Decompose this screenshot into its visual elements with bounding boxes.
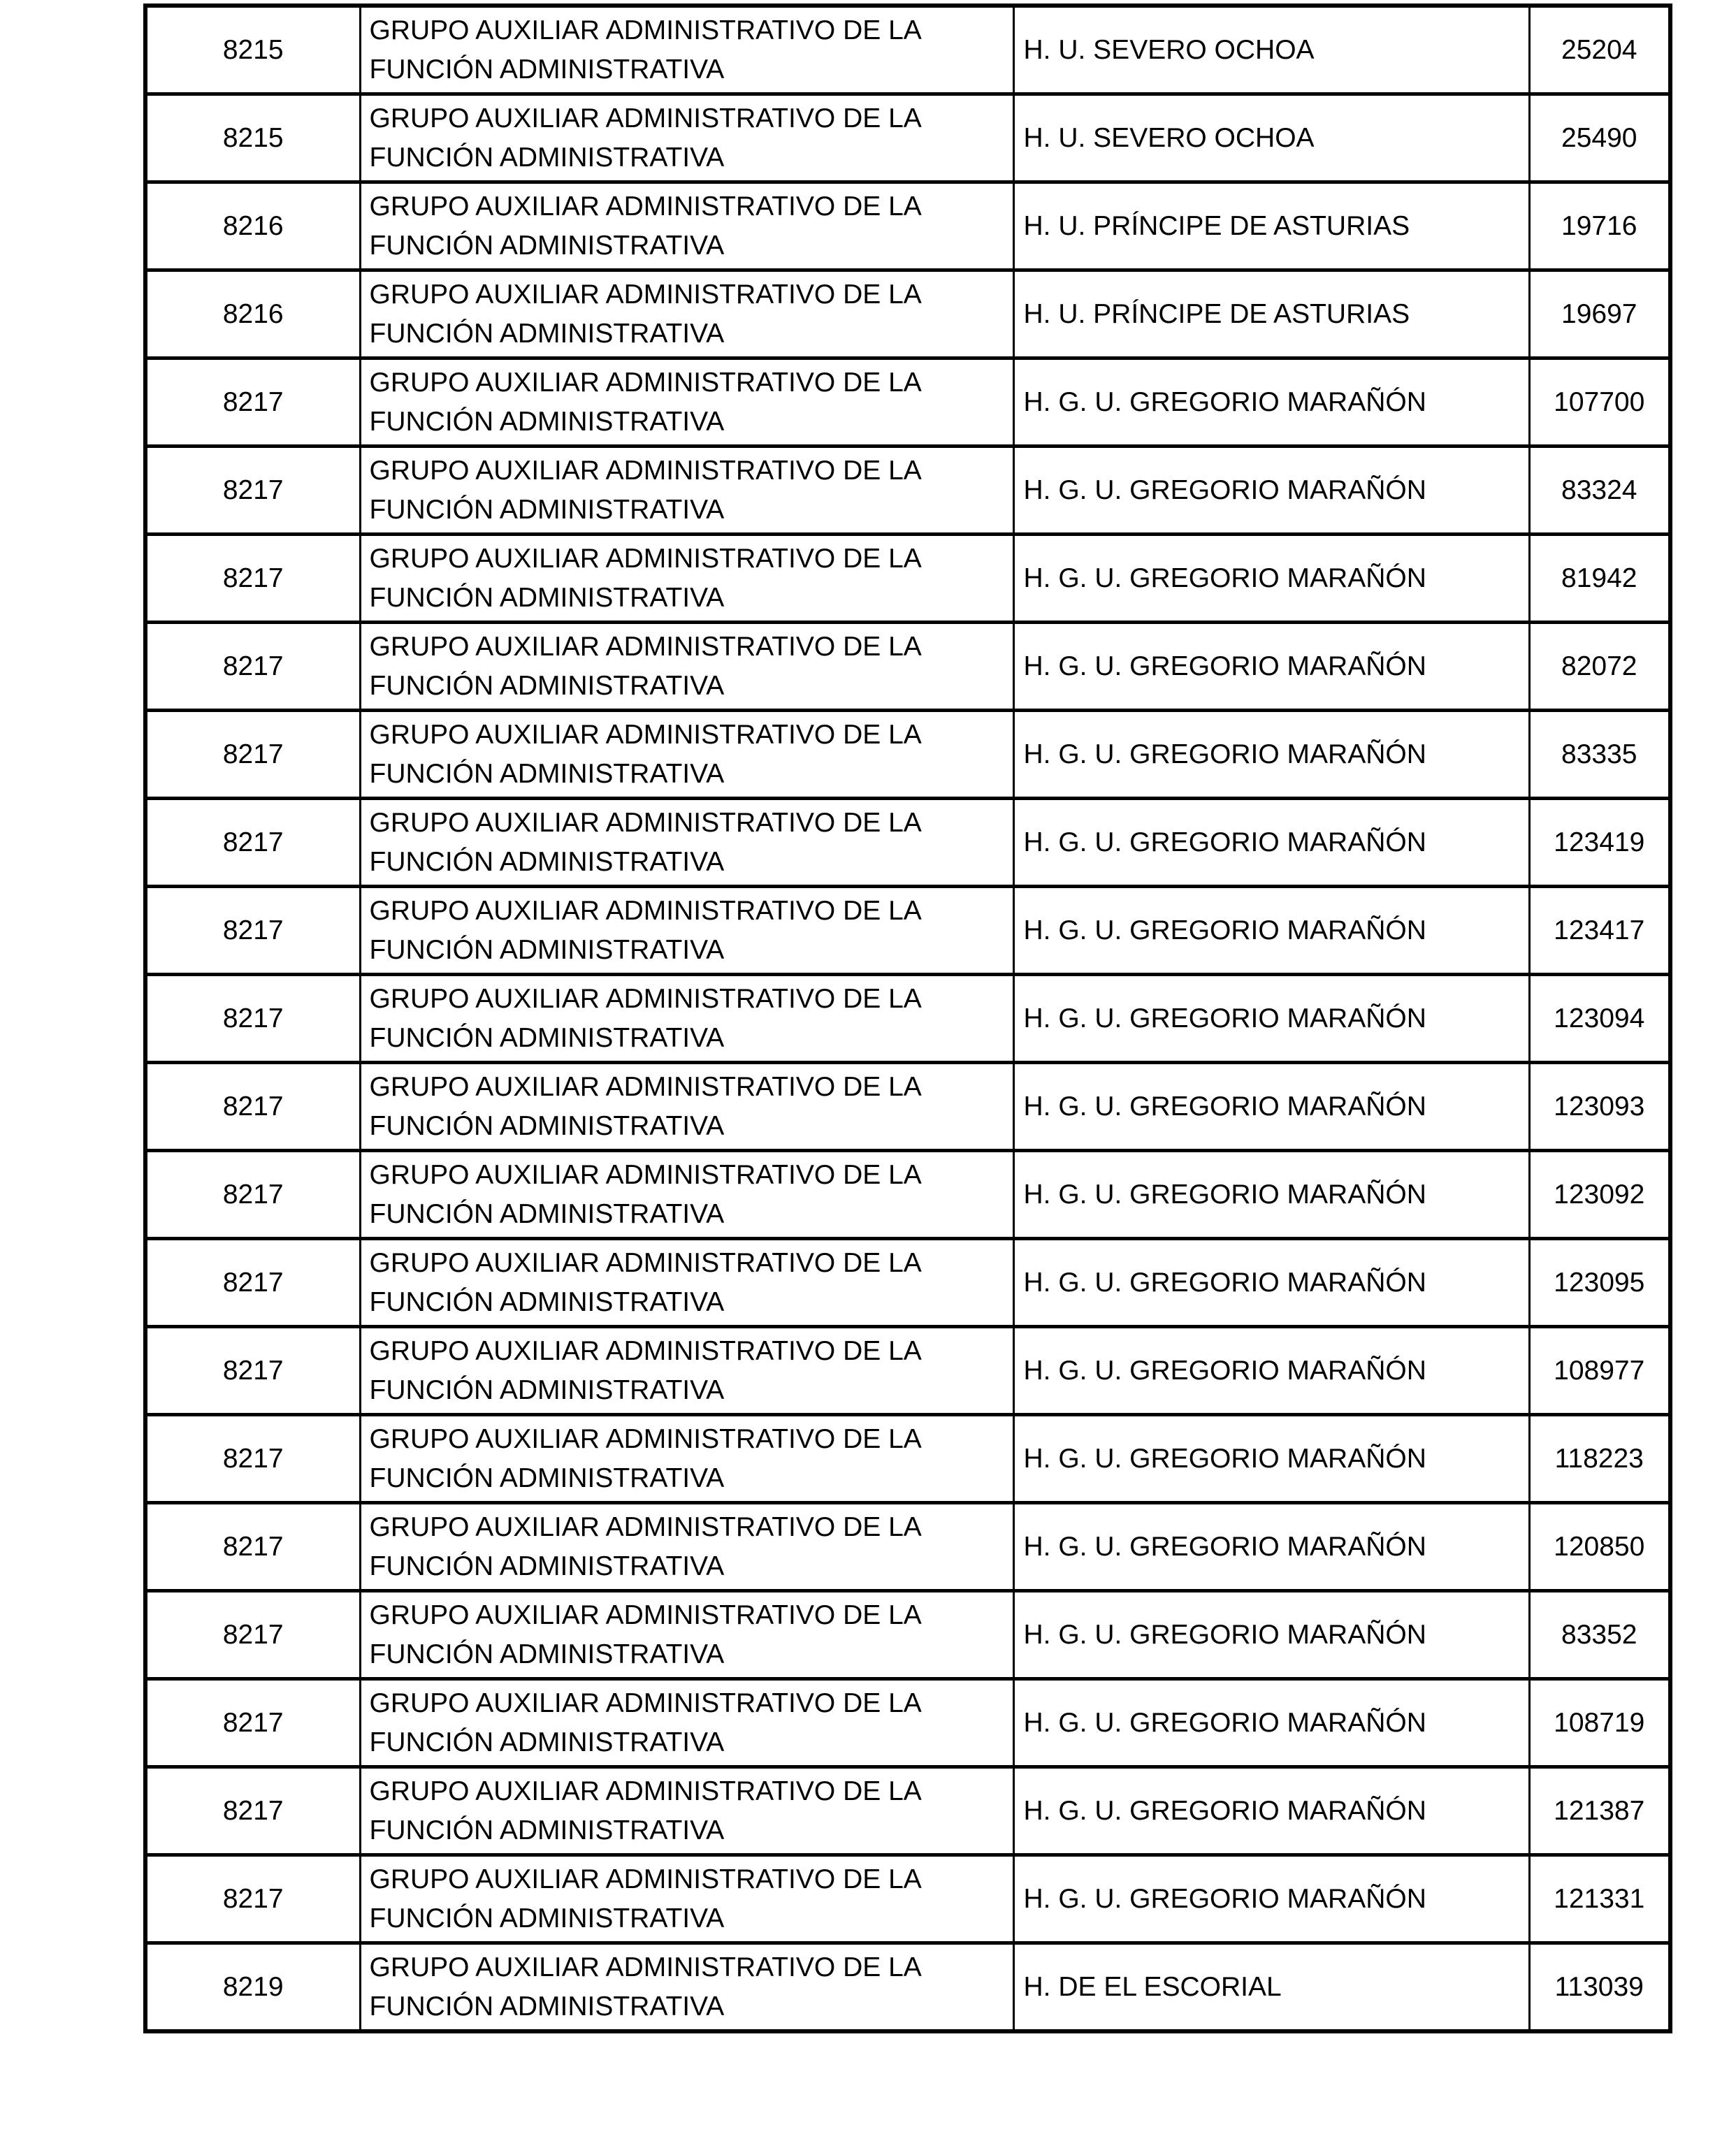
group-cell: [360, 358, 1013, 447]
code-cell: 8217: [145, 1063, 360, 1151]
group-line-1: GRUPO AUXILIAR ADMINISTRATIVO DE LA: [369, 1159, 922, 1190]
group-line-1: GRUPO AUXILIAR ADMINISTRATIVO DE LA: [369, 455, 922, 486]
group-line-2: FUNCIÓN ADMINISTRATIVA: [369, 1551, 725, 1581]
group-line-2: FUNCIÓN ADMINISTRATIVA: [369, 934, 725, 965]
group-cell: [360, 535, 1013, 623]
group-cell: [360, 623, 1013, 711]
code-cell: 8219: [145, 1943, 360, 2032]
table-row: [145, 358, 1670, 447]
group-cell: [360, 799, 1013, 887]
group-line-2: FUNCIÓN ADMINISTRATIVA: [369, 670, 725, 701]
table-row: [145, 94, 1670, 182]
hospital-cell: H. G. U. GREGORIO MARAÑÓN: [1013, 1063, 1529, 1151]
group-line-2: FUNCIÓN ADMINISTRATIVA: [369, 318, 725, 349]
group-cell: [360, 182, 1013, 270]
group-line-2: FUNCIÓN ADMINISTRATIVA: [369, 1286, 725, 1317]
value-cell: 19697: [1529, 270, 1670, 358]
group-line-1: GRUPO AUXILIAR ADMINISTRATIVO DE LA: [369, 1864, 922, 1894]
value-cell: 83324: [1529, 447, 1670, 535]
hospital-cell: H. G. U. GREGORIO MARAÑÓN: [1013, 887, 1529, 975]
value-cell: 123095: [1529, 1239, 1670, 1327]
group-line-2: FUNCIÓN ADMINISTRATIVA: [369, 758, 725, 789]
hospital-cell: H. G. U. GREGORIO MARAÑÓN: [1013, 535, 1529, 623]
value-cell: 83352: [1529, 1591, 1670, 1679]
group-line-1: GRUPO AUXILIAR ADMINISTRATIVO DE LA: [369, 1247, 922, 1278]
group-line-1: GRUPO AUXILIAR ADMINISTRATIVO DE LA: [369, 1511, 922, 1542]
group-cell: [360, 1151, 1013, 1239]
code-cell: 8217: [145, 799, 360, 887]
group-cell: [360, 1943, 1013, 2032]
code-cell: 8217: [145, 975, 360, 1063]
table-row: [145, 447, 1670, 535]
table-row: [145, 623, 1670, 711]
staffing-table: [143, 3, 1672, 2033]
group-line-2: FUNCIÓN ADMINISTRATIVA: [369, 1903, 725, 1933]
value-cell: 25490: [1529, 94, 1670, 182]
value-cell: 107700: [1529, 358, 1670, 447]
table-row: [145, 1855, 1670, 1943]
table-row: [145, 1327, 1670, 1415]
hospital-cell: H. U. PRÍNCIPE DE ASTURIAS: [1013, 182, 1529, 270]
group-line-1: GRUPO AUXILIAR ADMINISTRATIVO DE LA: [369, 191, 922, 222]
table-row: [145, 887, 1670, 975]
code-cell: 8217: [145, 1679, 360, 1767]
code-cell: 8217: [145, 447, 360, 535]
hospital-cell: H. G. U. GREGORIO MARAÑÓN: [1013, 711, 1529, 799]
code-cell: 8217: [145, 358, 360, 447]
group-line-1: GRUPO AUXILIAR ADMINISTRATIVO DE LA: [369, 807, 922, 838]
code-cell: 8216: [145, 182, 360, 270]
table-row: [145, 1767, 1670, 1855]
code-cell: 8217: [145, 1591, 360, 1679]
value-cell: 113039: [1529, 1943, 1670, 2032]
code-cell: 8217: [145, 1151, 360, 1239]
table-row: [145, 711, 1670, 799]
value-cell: 118223: [1529, 1415, 1670, 1503]
group-line-2: FUNCIÓN ADMINISTRATIVA: [369, 1110, 725, 1141]
code-cell: 8217: [145, 1503, 360, 1591]
hospital-cell: H. G. U. GREGORIO MARAÑÓN: [1013, 1591, 1529, 1679]
group-line-1: GRUPO AUXILIAR ADMINISTRATIVO DE LA: [369, 895, 922, 926]
group-cell: [360, 887, 1013, 975]
group-cell: [360, 1767, 1013, 1855]
group-line-2: FUNCIÓN ADMINISTRATIVA: [369, 54, 725, 85]
table-row: [145, 1063, 1670, 1151]
group-line-2: FUNCIÓN ADMINISTRATIVA: [369, 1991, 725, 2022]
group-line-1: GRUPO AUXILIAR ADMINISTRATIVO DE LA: [369, 367, 922, 398]
code-cell: 8217: [145, 623, 360, 711]
code-cell: 8215: [145, 94, 360, 182]
group-cell: [360, 447, 1013, 535]
hospital-cell: H. G. U. GREGORIO MARAÑÓN: [1013, 447, 1529, 535]
code-cell: 8217: [145, 711, 360, 799]
hospital-cell: H. U. PRÍNCIPE DE ASTURIAS: [1013, 270, 1529, 358]
table-row: [145, 1503, 1670, 1591]
table-row: [145, 6, 1670, 94]
group-line-1: GRUPO AUXILIAR ADMINISTRATIVO DE LA: [369, 631, 922, 662]
value-cell: 121331: [1529, 1855, 1670, 1943]
code-cell: 8217: [145, 1239, 360, 1327]
table-row: [145, 270, 1670, 358]
value-cell: 83335: [1529, 711, 1670, 799]
group-line-1: GRUPO AUXILIAR ADMINISTRATIVO DE LA: [369, 1776, 922, 1806]
group-cell: [360, 975, 1013, 1063]
code-cell: 8217: [145, 1855, 360, 1943]
value-cell: 123417: [1529, 887, 1670, 975]
hospital-cell: H. G. U. GREGORIO MARAÑÓN: [1013, 1415, 1529, 1503]
hospital-cell: H. G. U. GREGORIO MARAÑÓN: [1013, 1151, 1529, 1239]
code-cell: 8217: [145, 1767, 360, 1855]
group-cell: [360, 1063, 1013, 1151]
group-cell: [360, 1415, 1013, 1503]
hospital-cell: H. G. U. GREGORIO MARAÑÓN: [1013, 1503, 1529, 1591]
table-row: [145, 1679, 1670, 1767]
group-line-2: FUNCIÓN ADMINISTRATIVA: [369, 1639, 725, 1669]
value-cell: 123419: [1529, 799, 1670, 887]
group-line-2: FUNCIÓN ADMINISTRATIVA: [369, 406, 725, 437]
group-cell: [360, 1327, 1013, 1415]
table-row: [145, 1415, 1670, 1503]
group-line-1: GRUPO AUXILIAR ADMINISTRATIVO DE LA: [369, 1071, 922, 1102]
code-cell: 8215: [145, 6, 360, 94]
group-cell: [360, 1679, 1013, 1767]
value-cell: 81942: [1529, 535, 1670, 623]
value-cell: 108719: [1529, 1679, 1670, 1767]
group-line-2: FUNCIÓN ADMINISTRATIVA: [369, 1815, 725, 1845]
table-row: [145, 1591, 1670, 1679]
hospital-cell: H. G. U. GREGORIO MARAÑÓN: [1013, 1767, 1529, 1855]
value-cell: 120850: [1529, 1503, 1670, 1591]
code-cell: 8217: [145, 887, 360, 975]
code-cell: 8217: [145, 535, 360, 623]
hospital-cell: H. G. U. GREGORIO MARAÑÓN: [1013, 1327, 1529, 1415]
hospital-cell: H. G. U. GREGORIO MARAÑÓN: [1013, 1239, 1529, 1327]
value-cell: 19716: [1529, 182, 1670, 270]
group-line-2: FUNCIÓN ADMINISTRATIVA: [369, 1374, 725, 1405]
group-line-2: FUNCIÓN ADMINISTRATIVA: [369, 1022, 725, 1053]
group-line-1: GRUPO AUXILIAR ADMINISTRATIVO DE LA: [369, 1688, 922, 1718]
hospital-cell: H. DE EL ESCORIAL: [1013, 1943, 1529, 2032]
group-line-1: GRUPO AUXILIAR ADMINISTRATIVO DE LA: [369, 103, 922, 133]
hospital-cell: H. G. U. GREGORIO MARAÑÓN: [1013, 1679, 1529, 1767]
group-line-2: FUNCIÓN ADMINISTRATIVA: [369, 1463, 725, 1493]
group-cell: [360, 94, 1013, 182]
code-cell: 8216: [145, 270, 360, 358]
group-cell: [360, 6, 1013, 94]
group-line-1: GRUPO AUXILIAR ADMINISTRATIVO DE LA: [369, 543, 922, 574]
value-cell: 123093: [1529, 1063, 1670, 1151]
group-cell: [360, 1855, 1013, 1943]
hospital-cell: H. G. U. GREGORIO MARAÑÓN: [1013, 799, 1529, 887]
code-cell: 8217: [145, 1415, 360, 1503]
table-row: [145, 182, 1670, 270]
code-cell: 8217: [145, 1327, 360, 1415]
group-cell: [360, 1591, 1013, 1679]
group-line-2: FUNCIÓN ADMINISTRATIVA: [369, 494, 725, 525]
group-line-2: FUNCIÓN ADMINISTRATIVA: [369, 1198, 725, 1229]
table-row: [145, 1239, 1670, 1327]
group-line-1: GRUPO AUXILIAR ADMINISTRATIVO DE LA: [369, 1599, 922, 1630]
value-cell: 121387: [1529, 1767, 1670, 1855]
group-line-1: GRUPO AUXILIAR ADMINISTRATIVO DE LA: [369, 1335, 922, 1366]
group-cell: [360, 1503, 1013, 1591]
hospital-cell: H. U. SEVERO OCHOA: [1013, 94, 1529, 182]
group-line-2: FUNCIÓN ADMINISTRATIVA: [369, 142, 725, 173]
value-cell: 123094: [1529, 975, 1670, 1063]
group-line-1: GRUPO AUXILIAR ADMINISTRATIVO DE LA: [369, 279, 922, 310]
value-cell: 82072: [1529, 623, 1670, 711]
group-line-1: GRUPO AUXILIAR ADMINISTRATIVO DE LA: [369, 1423, 922, 1454]
hospital-cell: H. G. U. GREGORIO MARAÑÓN: [1013, 1855, 1529, 1943]
hospital-cell: H. G. U. GREGORIO MARAÑÓN: [1013, 358, 1529, 447]
table-row: [145, 975, 1670, 1063]
group-line-1: GRUPO AUXILIAR ADMINISTRATIVO DE LA: [369, 1952, 922, 1982]
group-cell: [360, 1239, 1013, 1327]
group-line-1: GRUPO AUXILIAR ADMINISTRATIVO DE LA: [369, 983, 922, 1014]
group-line-2: FUNCIÓN ADMINISTRATIVA: [369, 582, 725, 613]
hospital-cell: H. G. U. GREGORIO MARAÑÓN: [1013, 623, 1529, 711]
table-row: [145, 1151, 1670, 1239]
table-row: [145, 1943, 1670, 2032]
group-line-1: GRUPO AUXILIAR ADMINISTRATIVO DE LA: [369, 15, 922, 45]
value-cell: 123092: [1529, 1151, 1670, 1239]
table-row: [145, 799, 1670, 887]
group-cell: [360, 270, 1013, 358]
group-cell: [360, 711, 1013, 799]
value-cell: 25204: [1529, 6, 1670, 94]
value-cell: 108977: [1529, 1327, 1670, 1415]
table-row: [145, 535, 1670, 623]
hospital-cell: H. U. SEVERO OCHOA: [1013, 6, 1529, 94]
hospital-cell: H. G. U. GREGORIO MARAÑÓN: [1013, 975, 1529, 1063]
table-body: [145, 6, 1670, 2031]
group-line-2: FUNCIÓN ADMINISTRATIVA: [369, 230, 725, 261]
group-line-1: GRUPO AUXILIAR ADMINISTRATIVO DE LA: [369, 719, 922, 750]
group-line-2: FUNCIÓN ADMINISTRATIVA: [369, 1727, 725, 1757]
group-line-2: FUNCIÓN ADMINISTRATIVA: [369, 846, 725, 877]
